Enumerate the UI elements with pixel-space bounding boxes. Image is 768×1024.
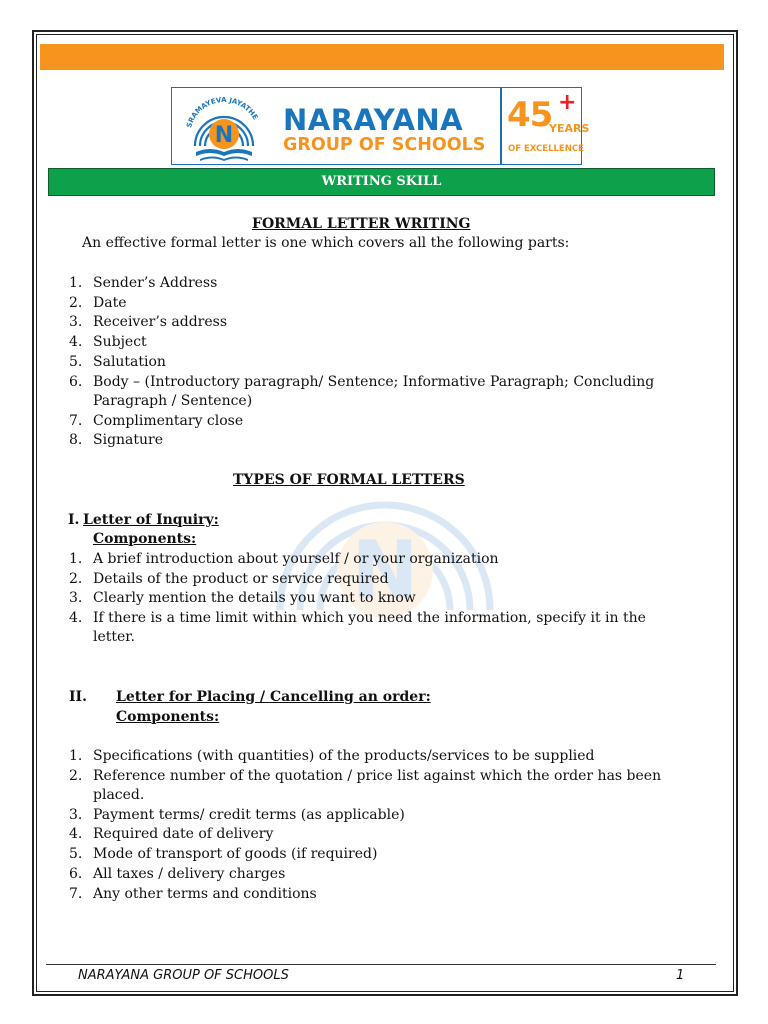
footer-school-name: NARAYANA GROUP OF SCHOOLS bbox=[78, 968, 289, 983]
list-number: 1. bbox=[69, 551, 83, 567]
badge-number: 45 bbox=[507, 95, 553, 135]
list-item: Mode of transport of goods (if required) bbox=[93, 846, 378, 862]
badge-excellence: OF EXCELLENCE bbox=[508, 144, 584, 154]
list-number: 8. bbox=[69, 432, 83, 448]
list-item: Required date of delivery bbox=[93, 826, 274, 842]
list-item: Subject bbox=[93, 334, 147, 350]
components-label: Components: bbox=[116, 709, 220, 725]
list-item: Salutation bbox=[93, 354, 166, 370]
intro-text: An effective formal letter is one which covers all the following parts: bbox=[82, 235, 570, 251]
section-title: Letter of Inquiry: bbox=[83, 512, 219, 528]
writing-skill-banner: WRITING SKILL bbox=[48, 168, 715, 196]
list-number: 6. bbox=[69, 866, 83, 882]
list-item: If there is a time limit within which you need the information, specify it in the bbox=[93, 610, 646, 626]
page-number: 1 bbox=[676, 968, 685, 983]
list-item: Details of the product or service required bbox=[93, 571, 389, 587]
svg-text:N: N bbox=[214, 123, 234, 148]
components-label: Components: bbox=[93, 531, 197, 547]
list-item: Receiver’s address bbox=[93, 314, 228, 330]
list-item: Date bbox=[93, 295, 127, 311]
list-item: Specifications (with quantities) of the products/services to be supplied bbox=[93, 748, 595, 764]
section-title: Letter for Placing / Cancelling an order: bbox=[116, 689, 431, 705]
logo-name: NARAYANA bbox=[283, 103, 464, 137]
list-number: 2. bbox=[69, 571, 83, 587]
list-number: 2. bbox=[69, 768, 83, 784]
section-numeral: II. bbox=[69, 689, 87, 705]
list-number: 3. bbox=[69, 807, 83, 823]
list-number: 4. bbox=[69, 334, 83, 350]
list-number: 3. bbox=[69, 314, 83, 330]
list-item-continuation: Paragraph / Sentence) bbox=[93, 393, 253, 409]
list-item: A brief introduction about yourself / or your organization bbox=[93, 551, 499, 567]
list-item: Reference number of the quotation / price list against which the order has been bbox=[93, 768, 662, 784]
list-number: 6. bbox=[69, 374, 83, 390]
list-number: 1. bbox=[69, 748, 83, 764]
list-number: 4. bbox=[69, 826, 83, 842]
list-number: 5. bbox=[69, 354, 83, 370]
orange-header-bar bbox=[40, 44, 724, 70]
list-number: 7. bbox=[69, 413, 83, 429]
list-number: 3. bbox=[69, 590, 83, 606]
list-item: Complimentary close bbox=[93, 413, 244, 429]
list-item: Payment terms/ credit terms (as applicable) bbox=[93, 807, 405, 823]
badge-years: YEARS bbox=[549, 122, 590, 135]
list-number: 1. bbox=[69, 275, 83, 291]
svg-text:N: N bbox=[351, 524, 419, 617]
main-heading: FORMAL LETTER WRITING bbox=[252, 216, 471, 232]
badge-plus: + bbox=[558, 90, 577, 115]
list-number: 5. bbox=[69, 846, 83, 862]
list-item-continuation: placed. bbox=[93, 787, 145, 803]
logo-subtitle: GROUP OF SCHOOLS bbox=[283, 135, 486, 155]
list-item-continuation: letter. bbox=[93, 629, 135, 645]
list-item: Clearly mention the details you want to know bbox=[93, 590, 416, 606]
list-number: 4. bbox=[69, 610, 83, 626]
svg-text:SRAMAYEVA JAYATHE: SRAMAYEVA JAYATHE bbox=[185, 95, 260, 129]
list-item: All taxes / delivery charges bbox=[93, 866, 286, 882]
list-number: 2. bbox=[69, 295, 83, 311]
footer-divider bbox=[46, 964, 716, 965]
types-heading: TYPES OF FORMAL LETTERS bbox=[233, 472, 465, 488]
list-item: Signature bbox=[93, 432, 164, 448]
section-numeral: I. bbox=[68, 512, 80, 528]
list-number: 7. bbox=[69, 886, 83, 902]
list-item: Sender’s Address bbox=[93, 275, 218, 291]
list-item: Body – (Introductory paragraph/ Sentence; Informative Paragraph; Concluding bbox=[93, 374, 655, 390]
narayana-emblem-icon bbox=[178, 90, 270, 164]
list-item: Any other terms and conditions bbox=[93, 886, 317, 902]
